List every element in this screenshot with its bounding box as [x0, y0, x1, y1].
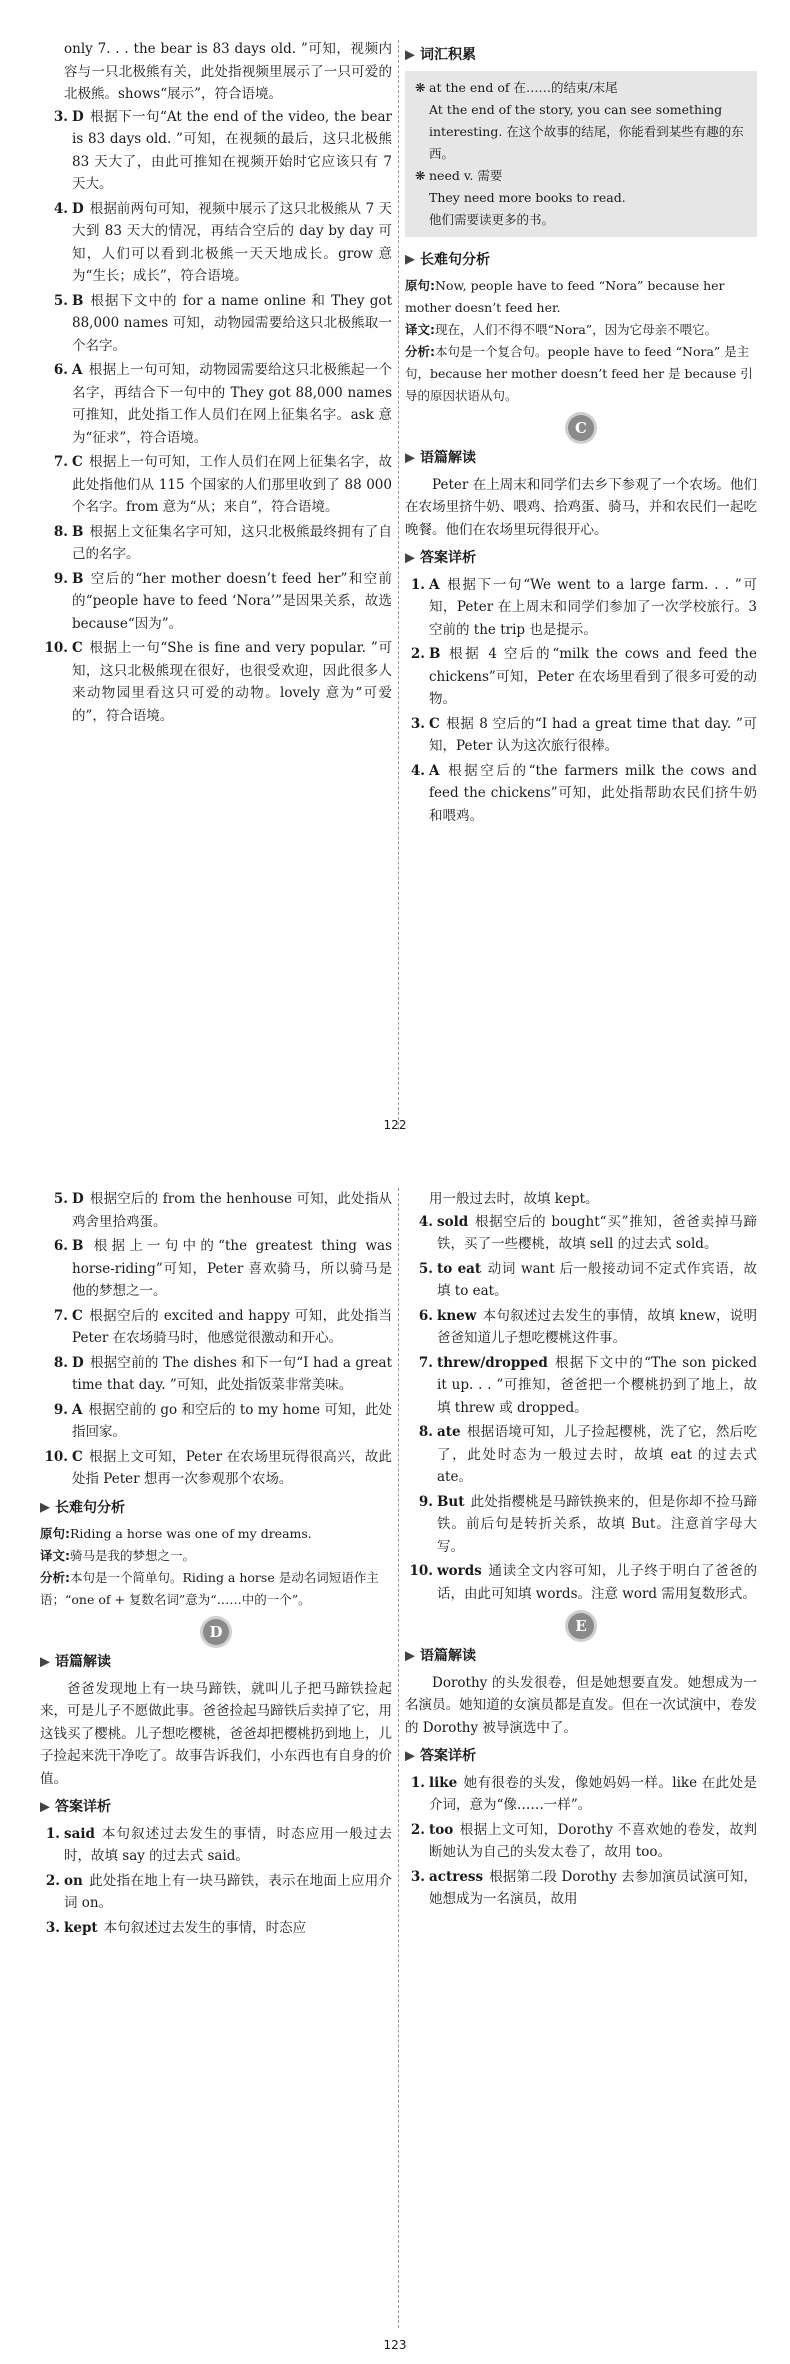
long-sentence-analysis — [40, 1523, 392, 1611]
explanation-text: 根据前两句可知，视频中展示了这只北极熊从 7 天大到 83 天大的情况，再结合空后的 day by day 可知，人们可以看到北极熊一天天地成长。grow 意为“生长；成长”，符合语境。 — [72, 200, 392, 284]
analysis-line — [40, 1567, 392, 1611]
item-body — [72, 1352, 392, 1397]
answer-item — [40, 1917, 392, 1940]
answer-key: actress — [429, 1868, 484, 1885]
answer-key: words — [437, 1563, 482, 1579]
item-body — [72, 521, 392, 566]
analysis-label: 译文: — [40, 1548, 70, 1563]
section-heading — [405, 1645, 757, 1668]
item-body — [437, 1211, 757, 1256]
answer-key: B — [72, 292, 84, 309]
vocab-example: 他们需要读更多的书。 — [429, 211, 555, 227]
item-body — [64, 1823, 392, 1868]
answer-list — [405, 1772, 757, 1911]
item-body — [72, 451, 392, 519]
item-body — [429, 713, 757, 758]
right-column — [405, 38, 757, 829]
analysis-text: 骑马是我的梦想之一。 — [70, 1548, 196, 1563]
section-heading — [405, 1745, 757, 1768]
item-body — [437, 1560, 757, 1605]
answer-item — [40, 198, 392, 288]
analysis-line — [40, 1545, 392, 1567]
analysis-line — [405, 275, 757, 319]
answer-key: C — [72, 1307, 83, 1324]
explanation-text: 本句叙述过去发生的事情，时态应用一般过去时，故填 say 的过去式 said。 — [64, 1825, 392, 1864]
vocab-term-text: at the end of 在……的结束/末尾 — [429, 79, 618, 95]
item-body — [437, 1352, 757, 1420]
answer-item — [40, 451, 392, 519]
section-heading — [405, 447, 757, 470]
triangle-icon — [40, 1802, 50, 1812]
answer-item — [40, 1352, 392, 1397]
long-sentence-analysis — [405, 275, 757, 407]
answer-item — [405, 1211, 757, 1256]
item-body — [72, 106, 392, 196]
explanation-text: 根据空后的 bought“买”推知，爸爸卖掉马蹄铁，买了一些樱桃，故填 sell 的过去式 sold。 — [437, 1213, 757, 1252]
section-badge — [405, 415, 757, 441]
item-number: 5. — [53, 292, 68, 309]
answer-list — [405, 1211, 757, 1606]
item-number: 4. — [410, 762, 425, 779]
left-column — [40, 1188, 392, 1941]
item-body — [64, 1870, 392, 1915]
explanation-text: 根据上一句可知，工作人员们在网上征集名字，故此处指他们从 115 个国家的人们那里收到了 88 000 个名字。from 意为“从；来自”，符合语境。 — [72, 454, 392, 515]
item-number: 10. — [44, 640, 68, 656]
triangle-icon — [405, 453, 415, 463]
explanation-text: 本句叙述过去发生的事情，故填 knew，说明爸爸知道儿子想吃樱桃这件事。 — [437, 1307, 757, 1346]
item-number: 2. — [410, 646, 425, 662]
answer-item — [405, 1772, 757, 1817]
item-number: 5. — [53, 1191, 68, 1207]
reading-summary: Peter 在上周末和同学们去乡下参观了一个农场。他们在农场里挤牛奶、喂鸡、拾鸡蛋、骑马，并和农民们一起吃晚餐。他们在农场里玩得很开心。 — [405, 476, 757, 538]
item-number: 9. — [53, 1401, 68, 1418]
explanation-text: 此处指在地上有一块马蹄铁，表示在地面上应用介词 on。 — [64, 1872, 392, 1911]
explanation-text: 通读全文内容可知，儿子终于明白了爸爸的话，由此可知填 words。注意 word 需用复数形式。 — [437, 1563, 757, 1602]
explanation-text: 空后的“her mother doesn’t feed her”和空前的“people have to feed ‘Nora’”是因果关系，故选 because“因为”。 — [72, 570, 392, 632]
section-heading — [405, 249, 757, 272]
item-number: 9. — [53, 570, 68, 587]
item-body — [437, 1491, 757, 1559]
section-heading — [40, 1796, 392, 1819]
page-number: 122 — [383, 1118, 407, 1132]
item-number: 10. — [409, 1563, 433, 1579]
heading-label: 答案详析 — [420, 550, 476, 566]
analysis-label: 分析: — [40, 1570, 70, 1585]
right-column — [405, 1188, 757, 1913]
explanation-text: 此处指樱桃是马蹄铁换来的，但是你却不捡马蹄铁。前后句是转折关系，故填 But。注意首字母大写。 — [437, 1493, 757, 1555]
explanation-text: 根据语境可知，儿子捡起樱桃，洗了它，然后吃了，此处时态为一般过去时，故填 eat 的过去式 ate。 — [437, 1424, 757, 1485]
vocab-example: They need more books to read. — [429, 189, 626, 205]
explanation-text: 根据 4 空后的“milk the cows and feed the chickens”可知，Peter 在农场里看到了很多可爱的动物。 — [429, 646, 757, 707]
answer-key: C — [429, 715, 440, 732]
vocab-term — [415, 77, 747, 99]
item-number: 3. — [410, 715, 425, 732]
section-heading — [405, 547, 757, 570]
answer-item — [40, 637, 392, 727]
answer-key: B — [429, 646, 441, 662]
explanation-text: 她有很卷的头发，像她妈妈一样。like 在此处是介词，意为“像……一样”。 — [429, 1774, 757, 1813]
explanation-text: 根据空前的 go 和空后的 to my home 可知，此处指回家。 — [72, 1401, 392, 1440]
answer-item — [40, 1235, 392, 1303]
item-number: 6. — [418, 1307, 433, 1324]
analysis-label: 分析: — [405, 344, 435, 359]
answer-key: to eat — [437, 1260, 482, 1277]
explanation-text: 根据 8 空后的“I had a great time that day. ”可知，Peter 认为这次旅行很棒。 — [429, 715, 757, 754]
explanation-text: 动词 want 后一般接动词不定式作宾语，故填 to eat。 — [437, 1260, 757, 1299]
analysis-text: 本句是一个简单句。Riding a horse 是动名词短语作主语；“one of + 复数名词”意为“……中的一个”。 — [40, 1570, 379, 1607]
answer-item — [40, 290, 392, 358]
answer-item — [405, 1866, 757, 1911]
heading-label: 语篇解读 — [55, 1654, 111, 1670]
badge-letter: D — [203, 1619, 229, 1645]
answer-key: B — [72, 570, 84, 587]
answer-key: A — [72, 1401, 83, 1418]
answer-item — [40, 359, 392, 449]
answer-item — [405, 1305, 757, 1350]
answer-key: on — [64, 1872, 83, 1889]
continued-text: only 7. . . the bear is 83 days old. ”可知，视频内容与一只北极熊有关，此处指视频里展示了一只可爱的北极熊。shows“展示”，符合语境。 — [64, 41, 392, 102]
vocab-term — [415, 165, 747, 187]
item-number: 1. — [45, 1825, 60, 1842]
item-body — [437, 1421, 757, 1489]
answer-key: sold — [437, 1213, 469, 1230]
explanation-text: 根据上文可知，Peter 在农场里玩得很高兴，故此处指 Peter 想再一次参观那个农场。 — [72, 1448, 392, 1487]
answer-item — [405, 760, 757, 828]
page-123 — [0, 1170, 790, 2364]
section-badge — [40, 1619, 392, 1645]
item-body — [72, 1446, 392, 1491]
answer-item — [40, 1305, 392, 1350]
explanation-text: 根据下文中的“The son picked it up. . . ”可推知，爸爸把一个樱桃扔到了地上，故填 threw 或 dropped。 — [437, 1354, 757, 1416]
answer-key: C — [72, 454, 83, 470]
heading-label: 词汇积累 — [420, 47, 476, 63]
item-number: 3. — [45, 1919, 60, 1936]
item-number: 8. — [53, 523, 68, 540]
answer-key: threw/dropped — [437, 1354, 548, 1371]
analysis-label: 原句: — [40, 1526, 70, 1541]
item-number: 9. — [418, 1493, 433, 1510]
answer-key: A — [429, 576, 440, 593]
badge-letter: C — [568, 415, 594, 441]
item-body — [429, 1772, 757, 1817]
answer-item — [405, 643, 757, 711]
answer-item — [40, 1446, 392, 1491]
explanation-text: 根据上一句中的“the greatest thing was horse-riding”可知，Peter 喜欢骑马，所以骑马是他的梦想之一。 — [72, 1238, 392, 1299]
vocab-example: At the end of the story, you can see something interesting. 在这个故事的结尾，你能看到某些有趣的东西。 — [429, 101, 744, 161]
vocab-box — [405, 71, 757, 237]
answer-key: B — [72, 1238, 84, 1254]
triangle-icon — [405, 1751, 415, 1761]
answer-key: C — [72, 1448, 83, 1465]
answer-key: too — [429, 1821, 454, 1838]
heading-label: 长难句分析 — [420, 251, 490, 268]
triangle-icon — [40, 1657, 50, 1667]
answer-list — [405, 574, 757, 828]
triangle-icon — [405, 1651, 415, 1661]
answer-key: A — [72, 362, 83, 378]
badge-letter: E — [568, 1613, 594, 1639]
item-body — [72, 1399, 392, 1444]
item-number: 2. — [45, 1872, 60, 1889]
item-body — [437, 1305, 757, 1350]
column-divider — [398, 1188, 399, 2328]
item-body — [72, 359, 392, 449]
item-number: 5. — [418, 1260, 433, 1277]
vocab-term-text: need v. 需要 — [429, 167, 503, 183]
heading-label: 语篇解读 — [420, 450, 476, 466]
item-number: 2. — [410, 1821, 425, 1838]
analysis-text: Now, people have to feed “Nora” because her mother doesn’t feed her. — [405, 278, 725, 315]
answer-key: said — [64, 1825, 95, 1842]
answer-key: like — [429, 1774, 458, 1791]
triangle-icon — [405, 255, 415, 265]
answer-key: C — [72, 640, 83, 656]
answer-key: knew — [437, 1307, 477, 1324]
analysis-label: 原句: — [405, 278, 435, 293]
answer-key: D — [72, 1191, 84, 1207]
analysis-line — [405, 319, 757, 341]
triangle-icon — [405, 50, 415, 60]
item-body — [72, 1305, 392, 1350]
column-divider — [398, 40, 399, 1130]
answer-key: ate — [437, 1424, 461, 1440]
analysis-text: 现在，人们不得不喂“Nora”，因为它母亲不喂它。 — [435, 322, 718, 337]
item-number: 4. — [53, 200, 68, 217]
explanation-text: 根据空前的 The dishes 和下一句“I had a great time that day. ”可知，此处指饭菜非常美味。 — [72, 1354, 392, 1393]
explanation-text: 根据下一句“We went to a large farm. . . ”可知，Peter 在上周末和同学们参加了一次学校旅行。3 空前的 the trip 也是提示。 — [429, 576, 757, 638]
item-number: 3. — [410, 1868, 425, 1885]
item-number: 8. — [418, 1424, 433, 1440]
explanation-text: 本句叙述过去发生的事情，时态应 — [103, 1919, 307, 1936]
explanation-text: 根据上一句可知，动物园需要给这只北极熊起一个名字，再结合下一句中的 They got 88,000 names 可推知，此处指工作人员们在网上征集名字。ask 意为“征求”，符合语境。 — [72, 362, 392, 446]
answer-key: A — [429, 762, 440, 779]
explanation-text: 根据空后的 excited and happy 可知，此处指当 Peter 在农场骑马时，他感觉很激动和开心。 — [72, 1307, 392, 1346]
item-body — [64, 1917, 392, 1940]
answer-key: B — [72, 523, 84, 540]
item-number: 7. — [53, 454, 68, 470]
analysis-text: 本句是一个复合句。people have to feed “Nora” 是主句，because her mother doesn’t feed her 是 because 引导的原因状语从句。 — [405, 344, 753, 403]
answer-item — [40, 1188, 392, 1233]
triangle-icon — [40, 1503, 50, 1513]
answer-list — [40, 106, 392, 728]
answer-key: kept — [64, 1919, 98, 1936]
answer-item — [405, 1819, 757, 1864]
item-body — [429, 574, 757, 642]
item-body — [429, 1866, 757, 1911]
item-number: 1. — [410, 576, 425, 593]
answer-list — [40, 1188, 392, 1491]
item-number: 4. — [418, 1213, 433, 1230]
item-body — [72, 198, 392, 288]
item-number: 6. — [53, 362, 68, 378]
answer-item — [405, 1258, 757, 1303]
answer-item — [405, 1421, 757, 1489]
page-122 — [0, 0, 790, 1150]
analysis-line — [405, 341, 757, 407]
item-body — [72, 1188, 392, 1233]
reading-summary: Dorothy 的头发很卷，但是她想要直发。她想成为一名演员。她知道的女演员都是直发。但在一次试演中，卷发的 Dorothy 被导演选中了。 — [405, 1674, 757, 1736]
answer-item — [405, 713, 757, 758]
heading-label: 答案详析 — [420, 1748, 476, 1764]
section-heading — [405, 44, 757, 67]
item-number: 3. — [53, 108, 68, 125]
section-heading — [40, 1651, 392, 1674]
answer-item — [40, 106, 392, 196]
page-number: 123 — [383, 2338, 407, 2352]
item-number: 7. — [418, 1354, 433, 1371]
answer-item — [40, 1870, 392, 1915]
item-body — [72, 1235, 392, 1303]
heading-label: 长难句分析 — [55, 1499, 125, 1516]
item-body — [72, 568, 392, 636]
answer-item — [40, 521, 392, 566]
explanation-text: 根据上一句“She is fine and very popular. ”可知，这只北极熊现在很好，也很受欢迎，因此很多人来动物园里看这只可爱的动物。lovely 意为“可爱的”，符合语境。 — [72, 640, 392, 724]
heading-label: 答案详析 — [55, 1799, 111, 1815]
item-body — [72, 637, 392, 727]
answer-item — [405, 574, 757, 642]
answer-key: D — [72, 108, 84, 125]
answer-item — [405, 1352, 757, 1420]
item-body — [437, 1258, 757, 1303]
heading-label: 语篇解读 — [420, 1648, 476, 1664]
answer-item — [40, 568, 392, 636]
item-body — [72, 290, 392, 358]
item-number: 7. — [53, 1307, 68, 1324]
answer-key: But — [437, 1493, 465, 1510]
answer-list — [40, 1823, 392, 1940]
continued-text: 用一般过去时，故填 kept。 — [429, 1191, 599, 1207]
answer-key: D — [72, 200, 84, 217]
analysis-label: 译文: — [405, 322, 435, 337]
item-number: 1. — [410, 1774, 425, 1791]
analysis-line — [40, 1523, 392, 1545]
bullet-icon: ❋ — [415, 167, 426, 183]
answer-key: D — [72, 1354, 84, 1371]
triangle-icon — [405, 553, 415, 563]
answer-item — [405, 1491, 757, 1559]
analysis-text: Riding a horse was one of my dreams. — [70, 1526, 312, 1541]
bullet-icon: ❋ — [415, 79, 426, 95]
item-number: 8. — [53, 1354, 68, 1371]
item-body — [429, 760, 757, 828]
explanation-text: 根据下一句“At the end of the video, the bear is 83 days old. ”可知，在视频的最后，这只北极熊 83 天大了，由此可推知在视频开始时它应该只有 7 天大。 — [72, 108, 392, 192]
section-heading — [40, 1497, 392, 1520]
answer-item — [40, 1399, 392, 1444]
item-body — [429, 643, 757, 711]
explanation-text: 根据上文可知，Dorothy 不喜欢她的卷发，故判断她认为自己的头发太卷了，故用 too。 — [429, 1821, 757, 1860]
reading-summary: 爸爸发现地上有一块马蹄铁，就叫儿子把马蹄铁捡起来，可是儿子不愿做此事。爸爸捡起马蹄铁后卖掉了它，用这钱买了樱桃。儿子想吃樱桃，爸爸却把樱桃扔到地上，儿子捡起来洗干净吃了。故事告诉我们，小东西也有自身的价值。 — [40, 1680, 392, 1787]
item-number: 6. — [53, 1238, 68, 1254]
explanation-text: 根据上文征集名字可知，这只北极熊最终拥有了自己的名字。 — [72, 523, 392, 562]
explanation-text: 根据空后的“the farmers milk the cows and feed the chickens”可知，此处指帮助农民们挤牛奶和喂鸡。 — [429, 762, 757, 824]
item-number: 10. — [44, 1448, 68, 1465]
answer-item — [40, 1823, 392, 1868]
explanation-text: 根据下文中的 for a name online 和 They got 88,000 names 可知，动物园需要给这只北极熊取一个名字。 — [72, 292, 392, 354]
item-body — [429, 1819, 757, 1864]
left-column — [40, 38, 392, 729]
explanation-text: 根据第二段 Dorothy 去参加演员试演可知，她想成为一名演员，故用 — [429, 1868, 757, 1907]
section-badge — [405, 1613, 757, 1639]
answer-item — [405, 1560, 757, 1605]
explanation-text: 根据空后的 from the henhouse 可知，此处指从鸡舍里拾鸡蛋。 — [72, 1191, 392, 1230]
